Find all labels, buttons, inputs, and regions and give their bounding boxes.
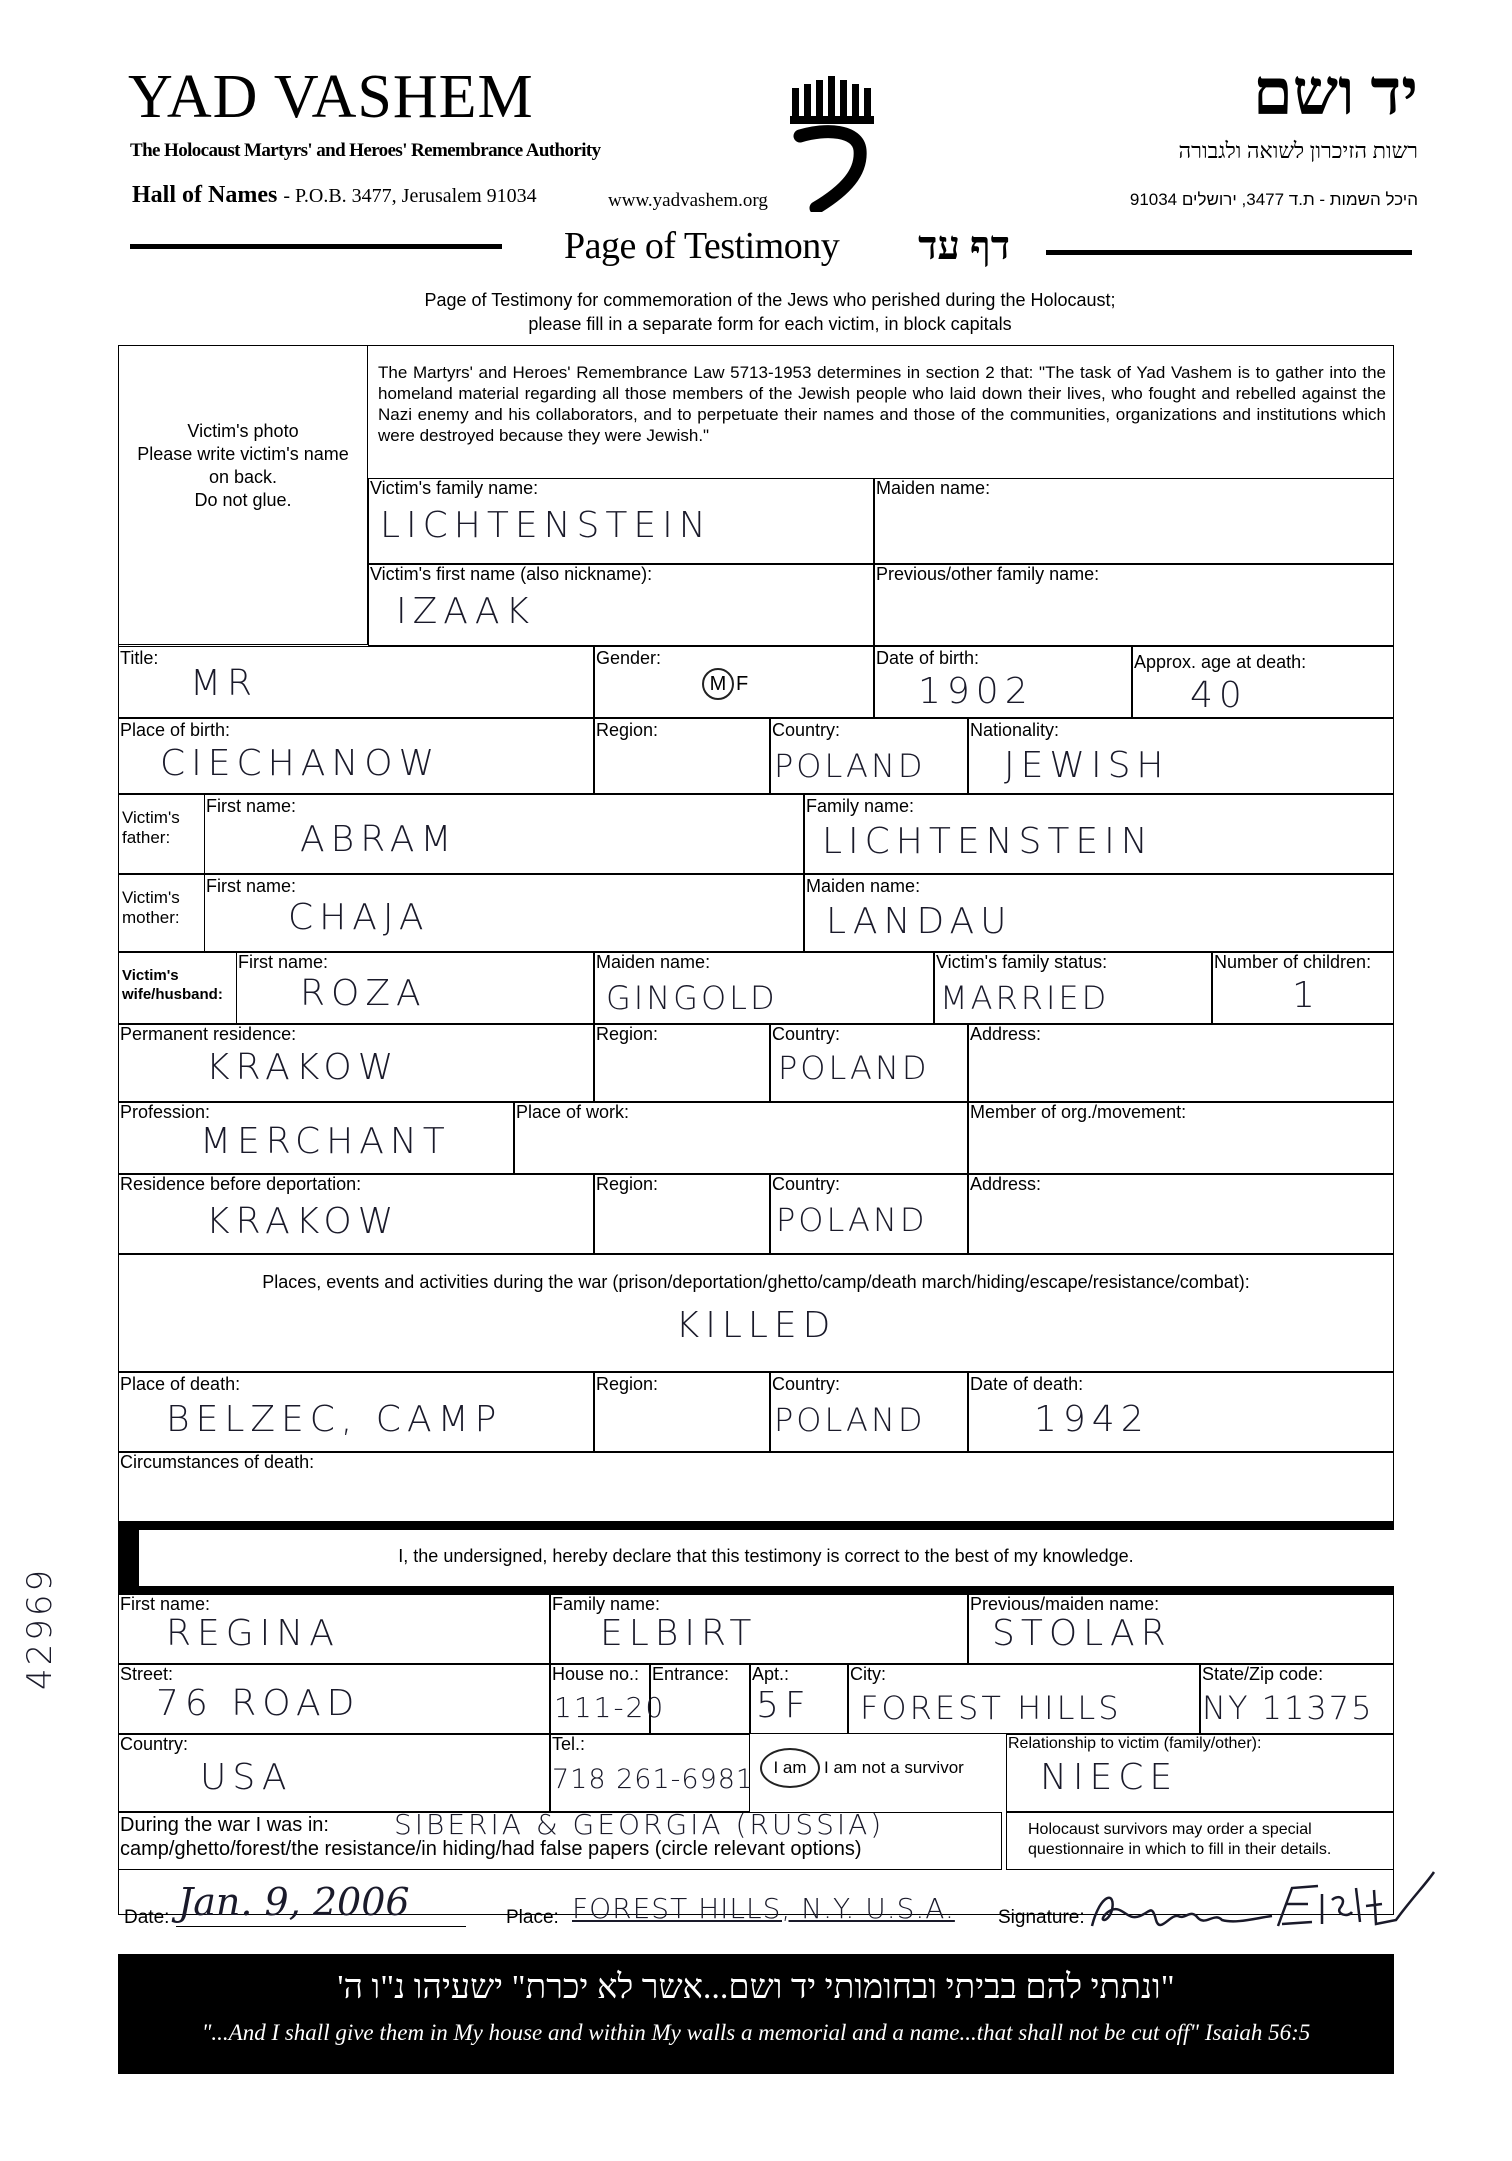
hall-label: Hall of Names	[132, 182, 278, 208]
form-title-he: דף עד	[918, 223, 1010, 268]
photo-line-4: Do not glue.	[194, 490, 292, 510]
war-activities-label: Places, events and activities during the war (prison/deportation/ghetto/camp/death march/hiding/escape/resistance/combat):	[262, 1272, 1250, 1292]
permanent-residence-label: Permanent residence:	[120, 1024, 297, 1044]
circumstances-label: Circumstances of death:	[120, 1452, 315, 1472]
form-title-en: Page of Testimony	[564, 225, 840, 267]
residence-country-value: POLAND	[778, 1049, 930, 1087]
date-of-death-label: Date of death:	[970, 1374, 1084, 1394]
mother-first-name-label: First name:	[206, 876, 297, 896]
war-location-value: SIBERIA & GEORGIA (RUSSIA)	[394, 1808, 885, 1841]
age-at-death-value: 40	[1190, 675, 1248, 716]
place-of-work-label: Place of work:	[516, 1102, 630, 1122]
spouse-first-name-label: First name:	[238, 952, 329, 972]
permanent-residence-value: KRAKOW	[206, 1047, 400, 1088]
submitter-first-name-label: First name:	[120, 1594, 211, 1614]
submitter-country-value: USA	[200, 1757, 293, 1798]
city-label: City:	[850, 1664, 886, 1684]
war-location-label	[120, 1814, 329, 1836]
place-of-birth-label: Place of birth:	[120, 720, 231, 740]
photo-line-1: Victim's photo	[187, 421, 299, 441]
age-at-death-label: Approx. age at death:	[1134, 652, 1307, 672]
hall-address: - P.O.B. 3477, Jerusalem 91034	[283, 185, 537, 207]
number-of-children-label: Number of children:	[1214, 952, 1372, 972]
date-of-death-value: 1942	[1034, 1399, 1150, 1440]
place-of-birth-value: CIECHANOW	[160, 743, 441, 784]
war-activities-value: KILLED	[675, 1305, 837, 1346]
street-value: 76 ROAD	[156, 1683, 361, 1724]
war-location-options: camp/ghetto/forest/the resistance/in hiding/had false papers (circle relevant options)	[120, 1838, 862, 1860]
deportation-address-label: Address:	[970, 1174, 1042, 1194]
declaration-text: I, the undersigned, hereby declare that this testimony is correct to the best of my knowledge.	[398, 1546, 1134, 1566]
deportation-country-label: Country:	[772, 1174, 841, 1194]
spouse-label	[122, 966, 223, 1004]
date-of-birth-value: 1902	[918, 671, 1034, 712]
state-zip-label: State/Zip code:	[1202, 1664, 1324, 1684]
apartment-value: 5F	[756, 1685, 812, 1726]
org-name-en: YAD VASHEM	[128, 63, 534, 131]
relationship-value: NIECE	[1040, 1757, 1179, 1798]
intro-line-1: Page of Testimony for commemoration of the Jews who perished during the Holocaust;	[424, 290, 1116, 310]
profession-value: MERCHANT	[200, 1121, 451, 1162]
mother-maiden-name-label: Maiden name:	[806, 876, 921, 896]
hall-of-names-line	[132, 182, 537, 209]
mother-label	[122, 888, 180, 928]
i-am-label: I am	[773, 1758, 807, 1777]
telephone-label: Tel.:	[552, 1734, 586, 1754]
place-label: Place:	[506, 1907, 559, 1928]
father-label-line-1: Victim's	[122, 808, 180, 827]
not-survivor-option[interactable]: I am not a survivor	[824, 1758, 964, 1777]
gender-m-option[interactable]	[702, 668, 734, 700]
verse-hebrew: "ונתתי להם בביתי ובחומותי יד ושם...אשר לא יכרת" ישעיהו נ"ו ה'	[337, 1969, 1175, 2006]
house-number-value: 111-20	[554, 1691, 666, 1724]
apartment-label: Apt.:	[752, 1664, 790, 1684]
maiden-name-label: Maiden name:	[876, 478, 991, 498]
member-of-org-label: Member of org./movement:	[970, 1102, 1187, 1122]
gender-label: Gender:	[596, 648, 662, 668]
survivor-note	[1028, 1820, 1331, 1860]
submitter-family-name-label: Family name:	[552, 1594, 661, 1614]
residence-region-label: Region:	[596, 1024, 659, 1044]
death-country-value: POLAND	[774, 1401, 926, 1439]
victim-first-name-label: Victim's first name (also nickname):	[370, 564, 653, 584]
nationality-label: Nationality:	[970, 720, 1060, 740]
hall-he: היכל השמות - ת.ד 3477, ירושלים 91034	[1129, 190, 1418, 209]
family-status-label: Victim's family status:	[936, 952, 1108, 972]
submitter-previous-name-label: Previous/maiden name:	[970, 1594, 1160, 1614]
authority-en: The Holocaust Martyrs' and Heroes' Remembrance Authority	[130, 140, 601, 161]
place-value[interactable]: FOREST HILLS, N.Y. U.S.A.	[572, 1892, 955, 1925]
website: www.yadvashem.org	[608, 190, 768, 211]
father-first-name-value: ABRAM	[300, 819, 458, 860]
deportation-country-value: POLAND	[776, 1201, 928, 1239]
victim-family-name-label: Victim's family name:	[370, 478, 539, 498]
header-rule-left	[130, 244, 502, 249]
photo-instructions	[120, 420, 366, 512]
father-family-name-value: LICHTENSTEIN	[822, 821, 1154, 862]
verse-english: "...And I shall give them in My house and within My walls a memorial and a name...that shall not be cut off" Isaiah 56:5	[201, 2020, 1311, 2045]
spouse-maiden-name-label: Maiden name:	[596, 952, 711, 972]
family-status-value: MARRIED	[940, 979, 1110, 1017]
law-text: The Martyrs' and Heroes' Remembrance Law 5713-1953 determines in section 2 that: "The task of Yad Vashem is to gather into the homeland material regarding all those members of the Jewish people who laid down their lives, who fought and rebelled against the Nazi enemy and his collaborators, and to perpetuate their names and those of the communities, organizations and institutions which were destroyed because they were Jewish."	[378, 363, 1386, 445]
deportation-residence-value: KRAKOW	[206, 1201, 400, 1242]
spouse-maiden-name-value: GINGOLD	[606, 979, 778, 1017]
nationality-value: JEWISH	[1004, 745, 1170, 786]
birth-region-label: Region:	[596, 720, 659, 740]
survivor-note-line-2: questionnaire in which to fill in their details.	[1028, 1841, 1332, 1858]
father-first-name-label: First name:	[206, 796, 297, 816]
birth-country-value: POLAND	[774, 747, 926, 785]
title-value: MR	[190, 663, 259, 704]
residence-country-label: Country:	[772, 1024, 841, 1044]
intro-line-2: please fill in a separate form for each victim, in block capitals	[528, 314, 1012, 334]
birth-country-label: Country:	[772, 720, 841, 740]
submitter-first-name-value: REGINA	[166, 1613, 340, 1654]
spouse-first-name-value: ROZA	[300, 973, 427, 1014]
death-region-label: Region:	[596, 1374, 659, 1394]
father-label	[122, 808, 180, 848]
margin-number: 42969	[20, 1566, 60, 1690]
deportation-residence-label: Residence before deportation:	[120, 1174, 362, 1194]
entrance-label: Entrance:	[652, 1664, 730, 1684]
mother-label-line-1: Victim's	[122, 888, 180, 907]
title-label: Title:	[120, 648, 159, 668]
gender-f-option[interactable]: F	[736, 673, 749, 695]
submitter-country-label: Country:	[120, 1734, 189, 1754]
spouse-label-line-1: Victim's	[122, 967, 179, 984]
victim-first-name-value: IZAAK	[396, 591, 536, 632]
father-family-name-label: Family name:	[806, 796, 915, 816]
place-of-death-label: Place of death:	[120, 1374, 241, 1394]
authority-he: רשות הזיכרון לשואה ולגבורה	[1178, 138, 1418, 163]
victim-family-name-value: LICHTENSTEIN	[380, 505, 712, 546]
number-of-children-value: 1	[1292, 975, 1321, 1016]
death-country-label: Country:	[772, 1374, 841, 1394]
submitter-family-name-value: ELBIRT	[600, 1613, 758, 1654]
header-rule-right	[1046, 250, 1412, 255]
i-am-survivor-option[interactable]	[760, 1748, 820, 1788]
street-label: Street:	[120, 1664, 174, 1684]
signature-scribble[interactable]	[1086, 1864, 1436, 1944]
house-number-label: House no.:	[552, 1664, 640, 1684]
place-of-death-value: BELZEC, CAMP	[166, 1399, 503, 1440]
signature-label: Signature:	[998, 1907, 1085, 1928]
org-name-he: יד ושם	[1252, 57, 1418, 128]
city-value: FOREST HILLS	[860, 1689, 1122, 1727]
yad-vashem-logo-icon	[786, 72, 878, 212]
gender-m-label: M	[709, 673, 727, 695]
telephone-value: 718 261-6981	[552, 1764, 755, 1795]
father-label-line-2: father:	[122, 828, 171, 847]
spouse-label-line-2: wife/husband:	[122, 986, 223, 1003]
mother-first-name-value: CHAJA	[288, 897, 430, 938]
date-of-birth-label: Date of birth:	[876, 648, 980, 668]
profession-label: Profession:	[120, 1102, 211, 1122]
residence-address-label: Address:	[970, 1024, 1042, 1044]
state-zip-value: NY 11375	[1202, 1689, 1374, 1727]
deportation-region-label: Region:	[596, 1174, 659, 1194]
date-value[interactable]: Jan. 9, 2006	[178, 1880, 410, 1924]
photo-line-2: Please write victim's name	[137, 444, 349, 464]
previous-family-name-label: Previous/other family name:	[876, 564, 1100, 584]
mother-label-line-2: mother:	[122, 908, 180, 927]
submitter-previous-name-value: STOLAR	[992, 1613, 1172, 1654]
war-location-label-1: During the war I was in:	[120, 1814, 329, 1836]
date-underline	[176, 1926, 466, 1927]
survivor-note-line-1: Holocaust survivors may order a special	[1028, 1821, 1312, 1838]
relationship-label: Relationship to victim (family/other):	[1008, 1735, 1262, 1752]
photo-line-3: on back.	[208, 467, 278, 487]
date-label: Date:	[124, 1907, 170, 1928]
mother-maiden-name-value: LANDAU	[826, 901, 1013, 942]
